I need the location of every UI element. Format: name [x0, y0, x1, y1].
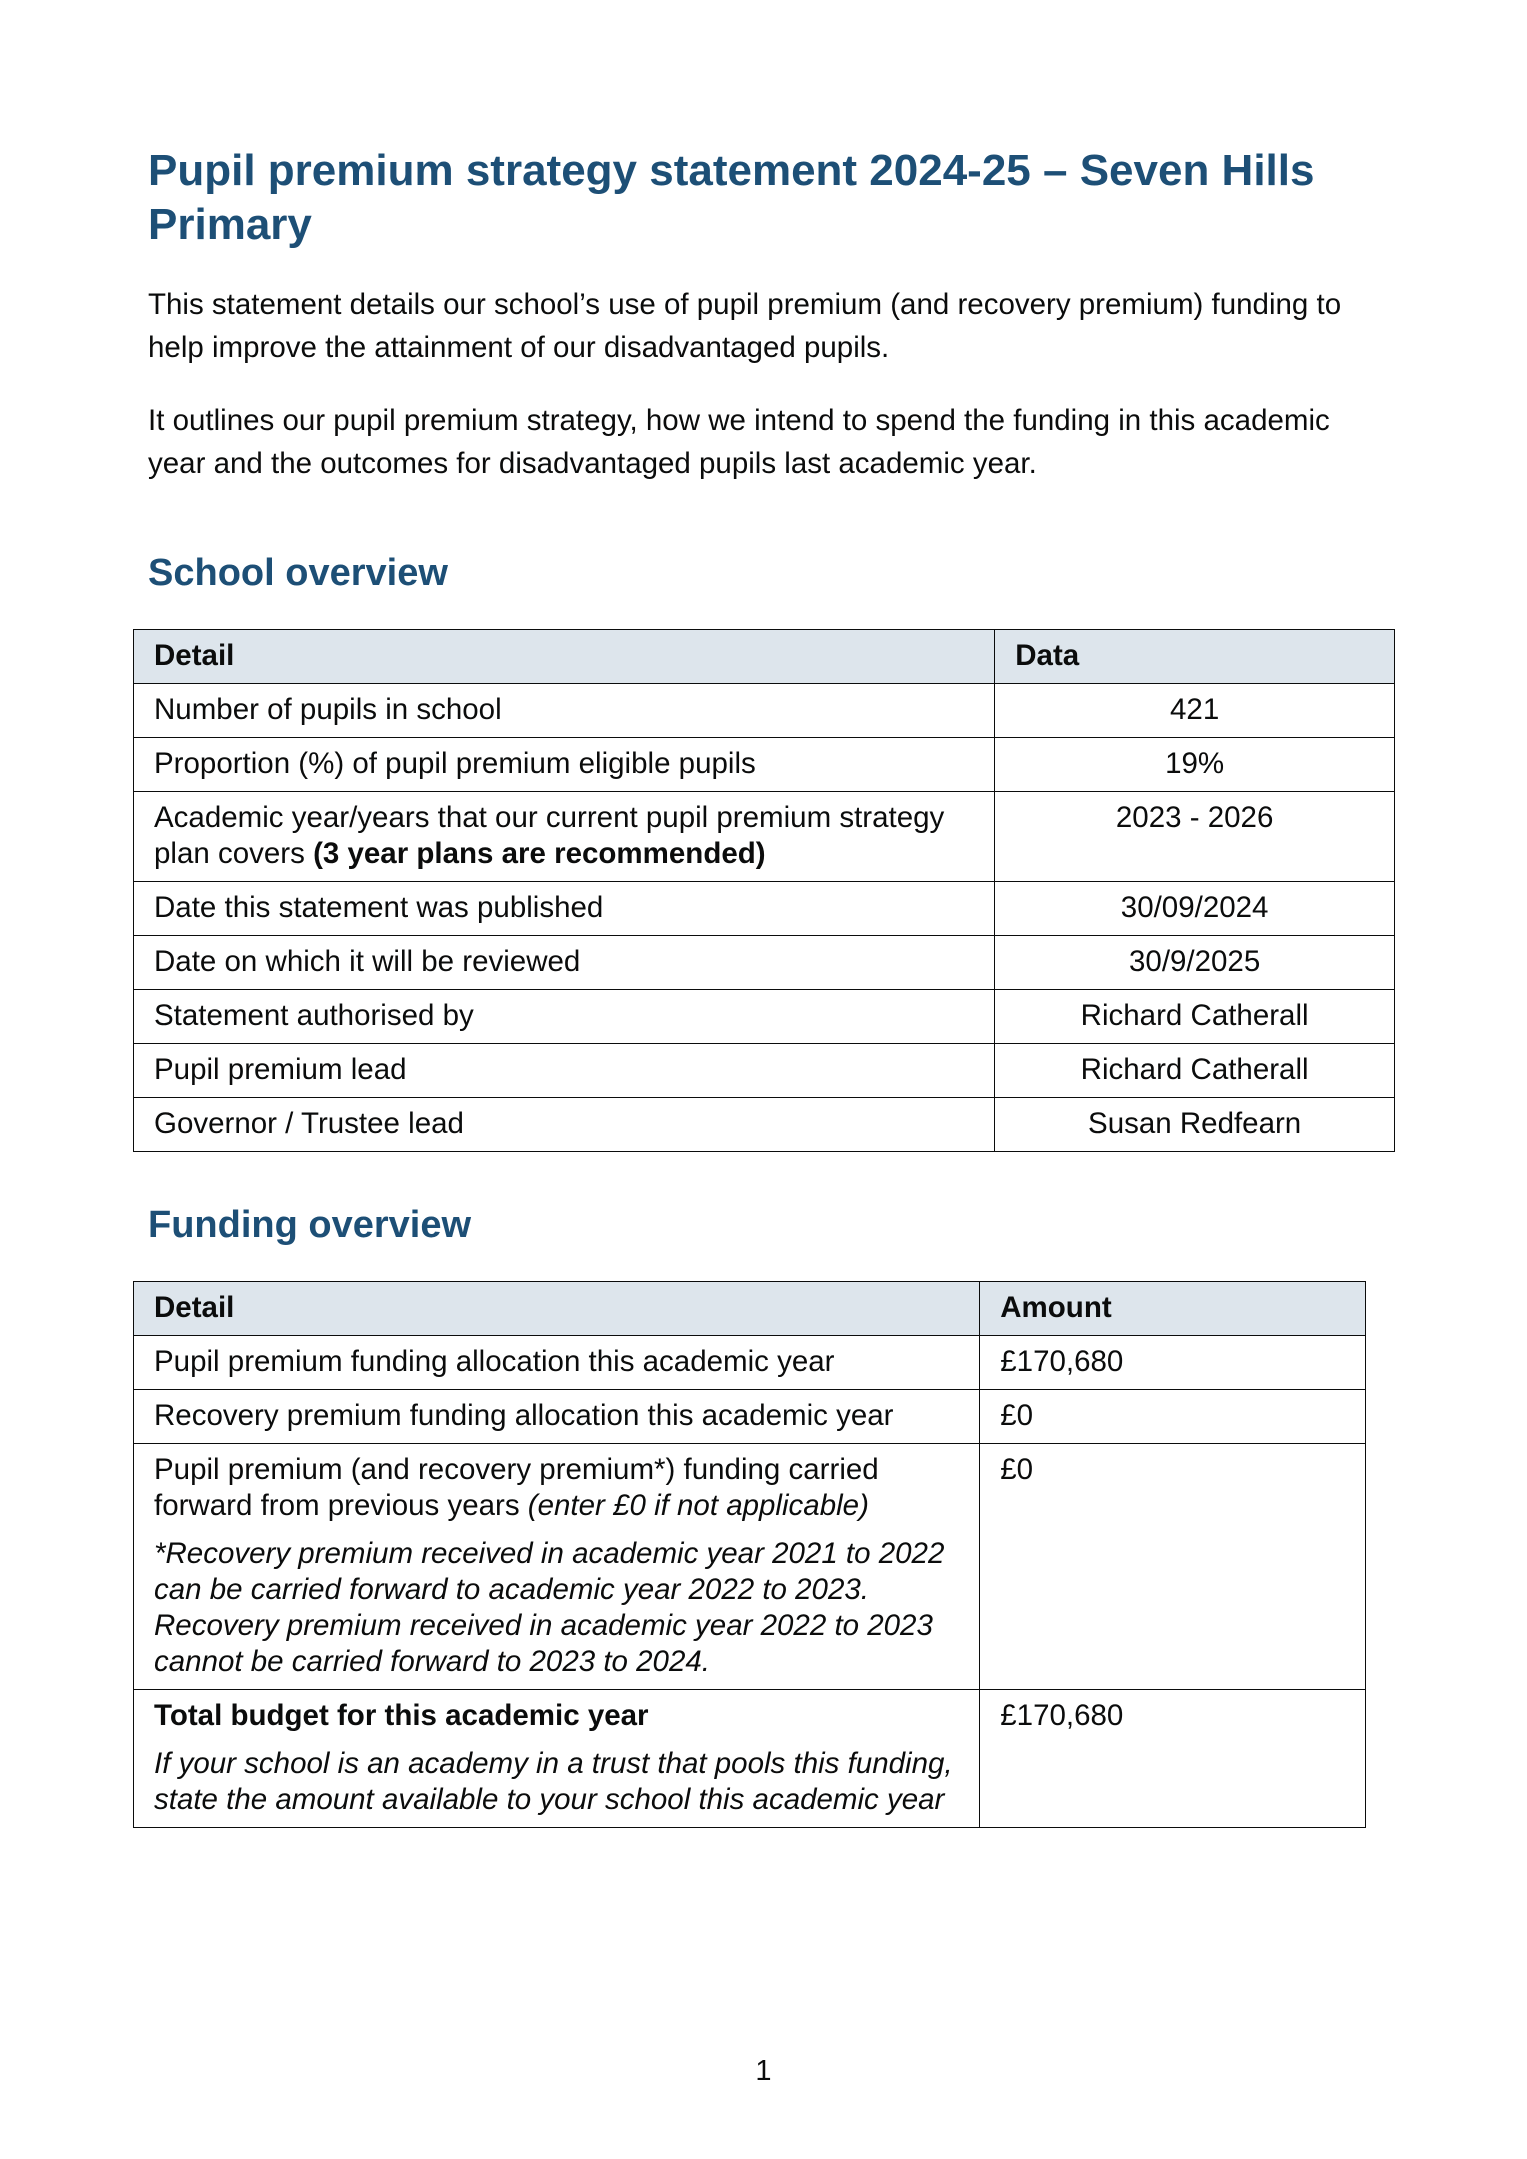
recovery-premium-note: *Recovery premium received in academic year 2021 to 2022 can be carried forward to academic year 2022 to 2023. Recovery premium received in academic year 2022 to 2023 cannot be carried forward to 2023 to 2024. [154, 1537, 945, 1678]
data-cell: 30/09/2024 [995, 882, 1395, 936]
school-overview-table [133, 629, 1395, 1152]
table-row [134, 1098, 1395, 1152]
page-title: Pupil premium strategy statement 2024-25 – Seven Hills Primary [148, 146, 1315, 249]
table-row [134, 1690, 1366, 1828]
detail-cell: Number of pupils in school [134, 684, 995, 738]
detail-cell: Pupil premium funding allocation this academic year [134, 1336, 980, 1390]
detail-cell [134, 1444, 980, 1690]
amount-cell: £170,680 [980, 1690, 1366, 1828]
data-cell: 421 [995, 684, 1395, 738]
table-row [134, 1444, 1366, 1690]
table-row [134, 1336, 1366, 1390]
table-row [134, 882, 1395, 936]
column-header-data: Data [995, 630, 1395, 684]
table-row [134, 936, 1395, 990]
table-row [134, 684, 1395, 738]
page-number: 1 [755, 2055, 772, 2087]
detail-cell [134, 792, 995, 882]
table-row [134, 990, 1395, 1044]
column-header-detail: Detail [134, 1282, 980, 1336]
amount-cell: £0 [980, 1390, 1366, 1444]
detail-bold-text: (3 year plans are recommended) [313, 837, 766, 870]
intro-paragraph-1: This statement details our school’s use of pupil premium (and recovery premium) funding to help improve the attainment of our disadvantaged pupils. [148, 288, 1342, 364]
detail-cell: Statement authorised by [134, 990, 995, 1044]
amount-cell: £170,680 [980, 1336, 1366, 1390]
column-header-detail: Detail [134, 630, 995, 684]
detail-cell: Governor / Trustee lead [134, 1098, 995, 1152]
data-cell: 19% [995, 738, 1395, 792]
detail-italic-text: (enter £0 if not applicable) [527, 1489, 869, 1522]
data-cell: 2023 - 2026 [995, 792, 1395, 882]
table-row [134, 1390, 1366, 1444]
column-header-amount: Amount [980, 1282, 1366, 1336]
data-cell: Susan Redfearn [995, 1098, 1395, 1152]
total-budget-label: Total budget for this academic year [154, 1699, 649, 1732]
academy-trust-note: If your school is an academy in a trust that pools this funding, state the amount available to your school this academic year [154, 1747, 953, 1816]
amount-cell: £0 [980, 1444, 1366, 1690]
table-header-row [134, 630, 1395, 684]
funding-overview-heading: Funding overview [148, 1204, 472, 1246]
detail-text: Pupil premium (and recovery premium*) funding carried forward from previous years [154, 1453, 879, 1522]
table-header-row [134, 1282, 1366, 1336]
data-cell: 30/9/2025 [995, 936, 1395, 990]
detail-cell: Date on which it will be reviewed [134, 936, 995, 990]
funding-overview-table [133, 1281, 1366, 1828]
data-cell: Richard Catherall [995, 990, 1395, 1044]
intro-paragraph-2: It outlines our pupil premium strategy, how we intend to spend the funding in this academic year and the outcomes for disadvantaged pupils last academic year. [148, 404, 1330, 480]
detail-cell: Recovery premium funding allocation this academic year [134, 1390, 980, 1444]
detail-cell [134, 1690, 980, 1828]
detail-cell: Pupil premium lead [134, 1044, 995, 1098]
table-row [134, 1044, 1395, 1098]
school-overview-heading: School overview [148, 552, 448, 594]
table-row [134, 792, 1395, 882]
detail-cell: Date this statement was published [134, 882, 995, 936]
detail-cell: Proportion (%) of pupil premium eligible pupils [134, 738, 995, 792]
data-cell: Richard Catherall [995, 1044, 1395, 1098]
table-row [134, 738, 1395, 792]
detail-text: Academic year/years that our current pupil premium strategy plan covers [154, 801, 945, 870]
